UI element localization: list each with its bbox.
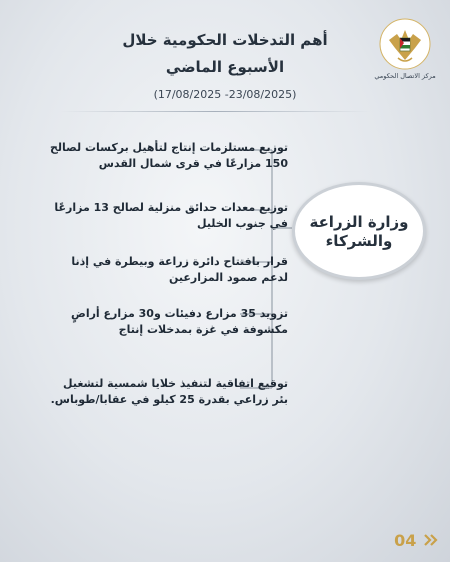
double-chevron-right-icon [424, 534, 438, 546]
logo-caption: مركز الاتصال الحكومي [374, 72, 436, 80]
intervention-item-4: تزويد 35 مزارع دفيئات و30 مزارع أراضٍ مكشوفة في غزة بمدخلات إنتاج [71, 307, 288, 336]
intervention-item-5: توقيع اتفاقية لتنفيذ خلايا شمسية لتشغيل بئر زراعي بقدرة 25 كيلو في عقابا/طوباس. [50, 377, 288, 406]
page-title-line2: الأسبوع الماضي [165, 58, 285, 76]
intervention-item-1: توزيع مستلزمات إنتاج لتأهيل بركسات لصالح 150 مزارعًا في قرى شمال القدس [49, 141, 288, 170]
intervention-item-2: توزيع معدات حدائق منزلية لصالح 13 مزارعًا في جنوب الخليل [54, 201, 288, 230]
page-number [394, 531, 438, 550]
header-divider [60, 111, 370, 112]
intervention-item-3: قرار بافتتاح دائرة زراعة وبيطرة في إذنا لدعم صمود المزارعين [71, 255, 288, 284]
ministry-badge [292, 182, 426, 280]
date-range: (17/08/2025 -23/08/2025) [153, 88, 297, 101]
ministry-label-line1: وزارة الزراعة [309, 213, 409, 231]
ministry-label [295, 213, 423, 251]
page-title-line1: أهم التدخلات الحكومية خلال [122, 31, 328, 49]
ministry-label-line2: والشركاء [325, 232, 393, 250]
page-number-value: 04 [394, 531, 417, 550]
